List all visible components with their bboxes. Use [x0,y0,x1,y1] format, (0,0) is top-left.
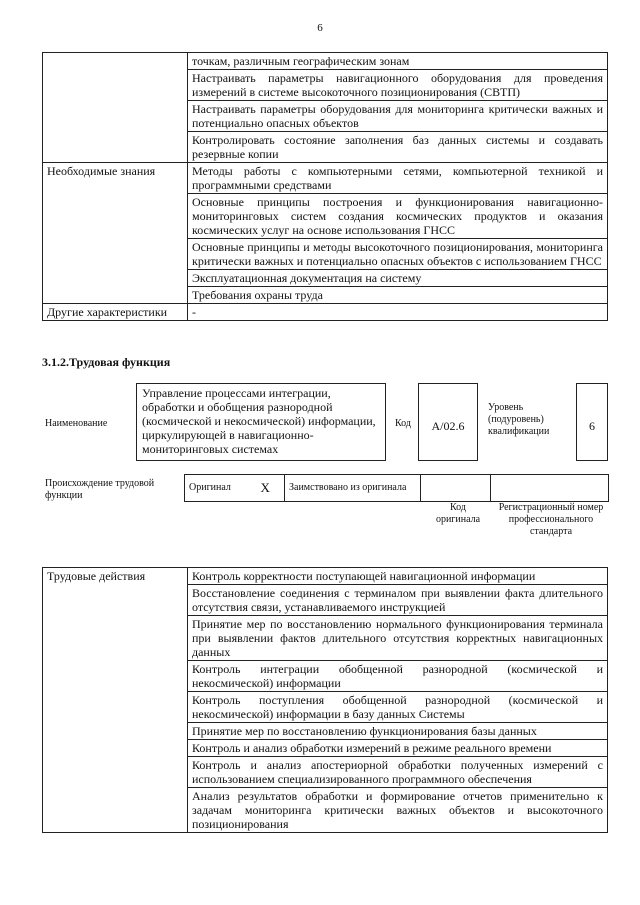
registration-number-caption: Регистрационный номер профессионального стандарта [498,502,604,537]
skill-item: Настраивать параметры навигационного оборудования для проведения измерений в системе высокоточного позиционирования (СВТП) [188,70,608,101]
skills-label-cell [43,53,188,163]
labor-actions-label: Трудовые действия [43,568,188,833]
origin-label: Происхождение трудовой функции [45,478,155,501]
table-row [43,304,608,321]
table-row [185,475,609,502]
qualification-level-box: 6 [576,383,608,461]
action-item: Принятие мер по восстановлению функционирования базы данных [188,723,608,740]
other-characteristics-value: - [188,304,608,321]
original-code-caption: Код оригинала [435,502,481,525]
registration-number-cell [491,475,609,502]
action-item: Восстановление соединения с терминалом при выявлении факта длительного отсутствия связи, устанавливаемого инструкцией [188,585,608,616]
skills-knowledge-table [42,52,608,321]
original-label: Оригинал [185,475,247,502]
page-number: 6 [317,22,323,34]
code-label: Код [395,418,411,429]
borrowed-label: Заимствовано из оригинала [285,475,421,502]
origin-table [184,474,609,502]
action-item: Контроль интеграции обобщенной разнородной (космической и некосмической) информации [188,661,608,692]
qualification-level-label: Уровень (подуровень) квалификации [488,402,550,437]
skill-item: точкам, различным географическим зонам [188,53,608,70]
action-item: Контроль и анализ обработки измерений в режиме реального времени [188,740,608,757]
skill-item: Настраивать параметры оборудования для мониторинга критически важных и потенциально опасных объектов [188,101,608,132]
knowledge-item: Основные принципы и методы высокоточного позиционирования, мониторинга критически важных и потенциально опасных объектов с использованием ГНСС [188,239,608,270]
name-label: Наименование [45,418,108,429]
table-row [43,53,608,70]
action-item: Контроль корректности поступающей навигационной информации [188,568,608,585]
knowledge-item: Требования охраны труда [188,287,608,304]
original-code-cell [421,475,491,502]
knowledge-item: Эксплуатационная документация на систему [188,270,608,287]
section-title: 3.1.2.Трудовая функция [42,355,171,369]
labor-actions-table [42,567,608,833]
function-code-box: A/02.6 [418,383,478,461]
action-item: Принятие мер по восстановлению нормального функционирования терминала при выявлении фактов длительного отсутствия корректных навигационных данных [188,616,608,661]
table-row [43,163,608,194]
knowledge-item: Основные принципы построения и функционирования навигационно-мониторинговых систем создания космических продуктов и оказания космических услуг на основе использования ГНСС [188,194,608,239]
skill-item: Контролировать состояние заполнения баз данных системы и создавать резервные копии [188,132,608,163]
table-row [43,568,608,585]
original-mark: X [247,475,285,502]
knowledge-item: Методы работы с компьютерными сетями, компьютерной техникой и программными средствами [188,163,608,194]
knowledge-label: Необходимые знания [43,163,188,304]
action-item: Анализ результатов обработки и формирование отчетов применительно к задачам мониторинга критически важных объектов и высокоточного позиционирования [188,788,608,833]
action-item: Контроль поступления обобщенной разнородной (космической и некосмической) информации в базу данных Системы [188,692,608,723]
other-characteristics-label: Другие характеристики [43,304,188,321]
function-name-box: Управление процессами интеграции, обработки и обобщения разнородной (космической и некосмической) информации, циркулирующей в навигационно-мониторинговых системах [136,383,386,461]
action-item: Контроль и анализ апостериорной обработки полученных измерений с использованием специализированного программного обеспечения [188,757,608,788]
